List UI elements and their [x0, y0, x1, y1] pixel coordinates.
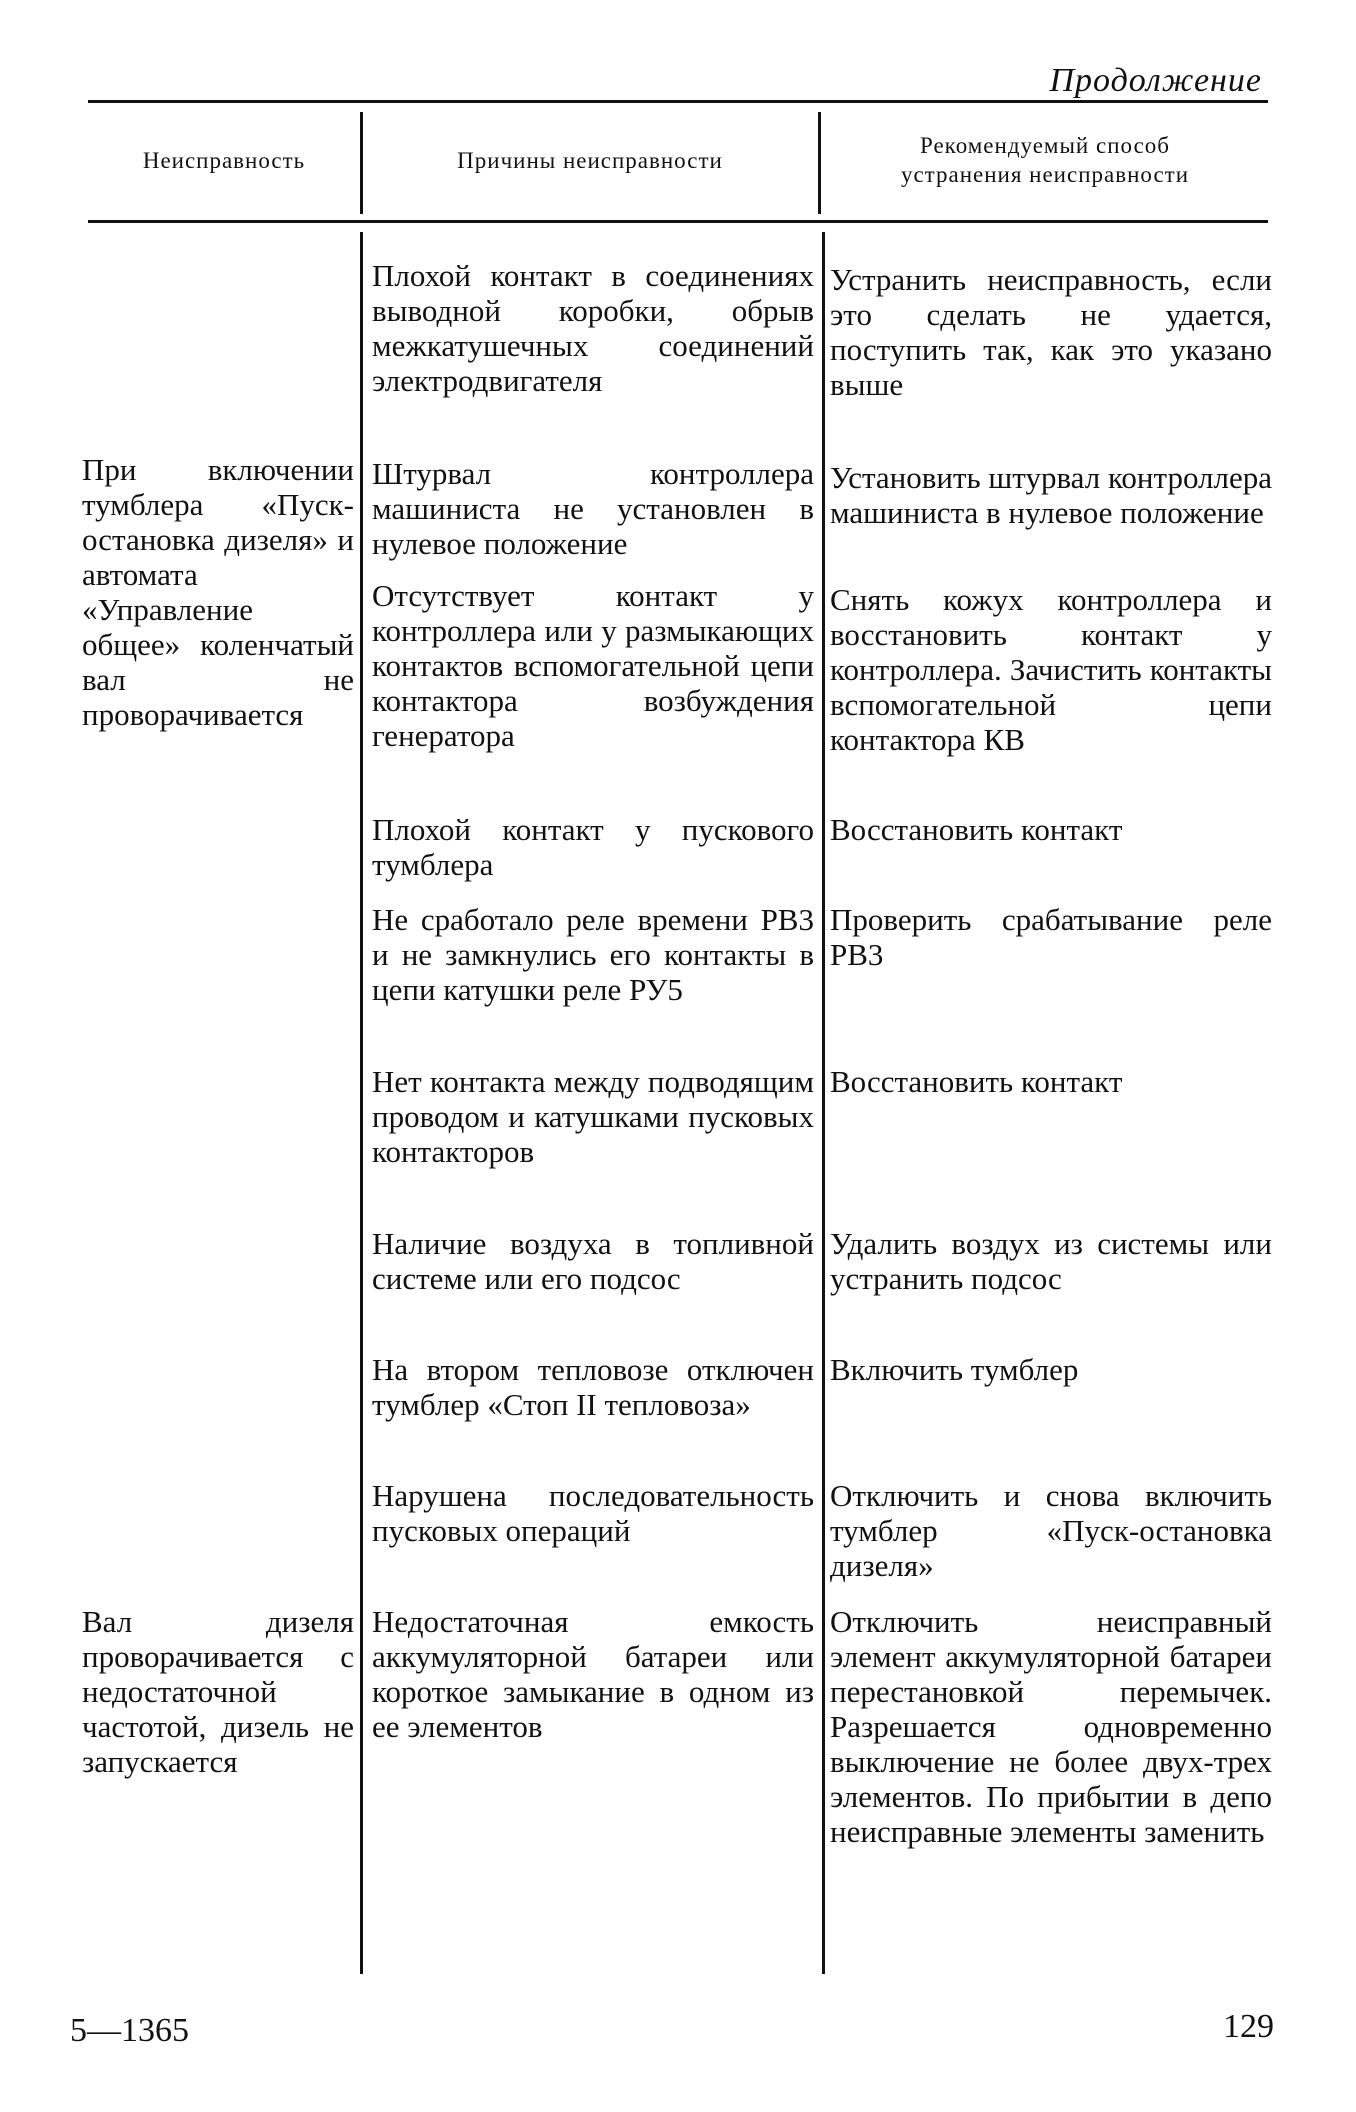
remedy-cell: Удалить воздух из системы или устранить подсос	[830, 1226, 1272, 1296]
cause-cell: Не сработало реле времени РВ3 и не замкнулись его контакты в цепи катушки реле РУ5	[372, 902, 814, 1007]
body-divider-2	[822, 232, 825, 1974]
header-divider-1	[360, 112, 363, 214]
cause-cell: На втором тепловозе отключен тумблер «Стоп II тепловоза»	[372, 1352, 814, 1422]
remedy-cell: Включить тумблер	[830, 1352, 1079, 1387]
header-malfunction: Неисправность	[142, 147, 306, 173]
cause-cell: Отсутствует контакт у контроллера или у размыкающих контактов вспомогательной цепи контактора возбуждения генератора	[372, 578, 814, 753]
remedy-cell: Отключить неисправный элемент аккумуляторной батареи перестановкой перемычек. Разрешается одновременно выключение не более двух-трех элементов. По прибытии в депо неисправные элементы заменить	[830, 1604, 1272, 1849]
page-number: 129	[1223, 2008, 1274, 2045]
table-top-rule	[88, 100, 1268, 103]
remedy-cell: Отключить и снова включить тумблер «Пуск-остановка дизеля»	[830, 1478, 1272, 1583]
header-causes: Причины неисправности	[457, 147, 723, 173]
remedy-cell: Восстановить контакт	[830, 812, 1123, 847]
cause-cell: Плохой контакт в соединениях выводной коробки, обрыв межкатушечных соединений электродвигателя	[372, 258, 814, 398]
malfunction-cell: При включении тумблера «Пуск-остановка дизеля» и автомата «Управление общее» коленчатый вал не проворачивается	[82, 452, 354, 732]
cause-cell: Нарушена последовательность пусковых операций	[372, 1478, 814, 1548]
body-divider-1	[360, 232, 363, 1974]
cause-cell: Недостаточная емкость аккумуляторной батареи или короткое замыкание в одном из ее элементов	[372, 1604, 814, 1744]
header-divider-2	[818, 112, 821, 214]
remedy-cell: Устранить неисправность, если это сделать не удается, поступить так, как это указано выше	[830, 262, 1272, 402]
header-remedy: Рекомендуемый способ устранения неисправности	[900, 133, 1190, 187]
printer-signature: 5—1365	[70, 2012, 189, 2049]
remedy-cell: Установить штурвал контроллера машиниста в нулевое положение	[830, 460, 1272, 530]
remedy-cell: Восстановить контакт	[830, 1064, 1123, 1099]
cause-cell: Наличие воздуха в топливной системе или его подсос	[372, 1226, 814, 1296]
malfunction-cell: Вал дизеля проворачивается с недостаточной частотой, дизель не запускается	[82, 1604, 354, 1779]
cause-cell: Нет контакта между подводящим проводом и катушками пусковых контакторов	[372, 1064, 814, 1169]
continuation-label: Продолжение	[1049, 62, 1262, 99]
remedy-cell: Проверить срабатывание реле РВ3	[830, 902, 1272, 972]
remedy-cell: Снять кожух контроллера и восстановить контакт у контроллера. Зачистить контакты вспомогательной цепи контактора КВ	[830, 582, 1272, 757]
cause-cell: Плохой контакт у пускового тумблера	[372, 812, 814, 882]
header-bottom-rule	[88, 220, 1268, 223]
cause-cell: Штурвал контроллера машиниста не установлен в нулевое положение	[372, 456, 814, 561]
